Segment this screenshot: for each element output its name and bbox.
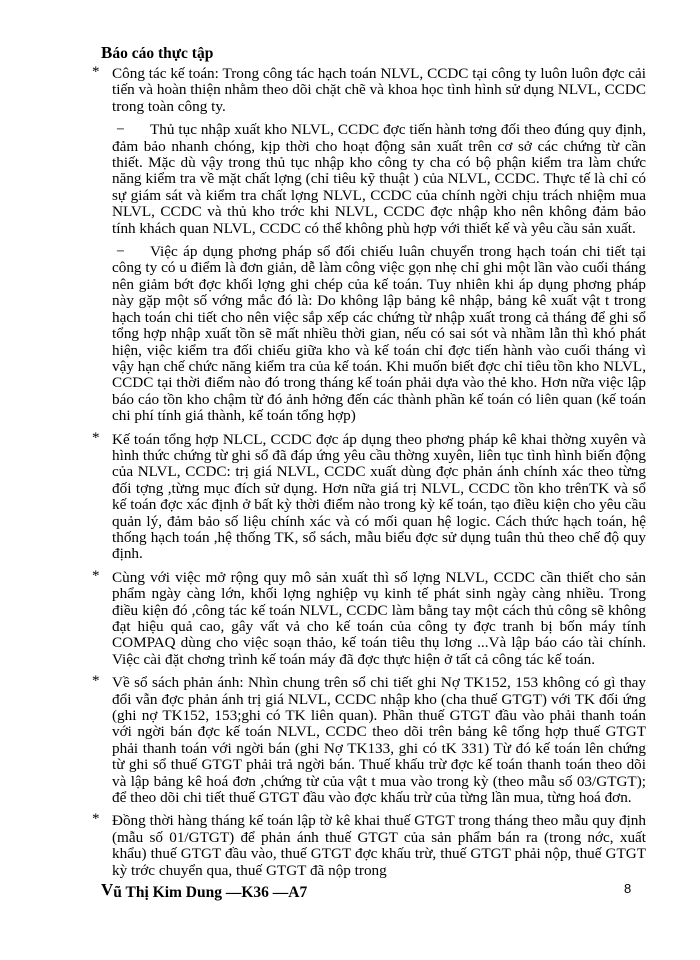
footer-initial: V	[101, 880, 114, 899]
paragraph-text: Công tác kế toán: Trong công tác hạch toán NLVL, CCDC tại công ty luôn luôn đợc cải tiến và hoàn thiện nhằm theo dõi chặt chẽ và khoa học tình hình sử dụng NLVL, CCDC trong toàn công ty.	[112, 65, 646, 115]
page-header	[101, 43, 213, 63]
asterisk-bullet-icon: *	[92, 673, 100, 690]
paragraph-dash	[112, 122, 646, 237]
paragraph-dash	[112, 244, 646, 424]
document-body	[92, 64, 646, 886]
paragraph-text: Kế toán tổng hợp NLCL, CCDC đợc áp dụng theo phơng pháp kê khai thờng xuyên và hình thức chứng từ ghi sổ đã đáp ứng yêu cầu thờng xuyên, liên tục tình hình biến động của NLVL, CCDC: trị giá NLVL, CCDC xuất dùng đợc phản ánh chính xác theo từng đối tợng ,từng mục đích sử dụng. Hơn nữa giá trị NLVL, CCDC tồn kho trênTK và sổ kế toán đợc xác định ở bất kỳ thời điểm nào trong kỳ kế toán, tạo điều kiện cho yêu cầu quản lý, đảm bảo số liệu chính xác và có mối quan hệ logic. Cách thức hạch toán, hệ thống hạch toán ,hệ thống TK, sổ sách, mẫu biểu đợc sử dụng tuân thủ theo chế độ quy định.	[112, 430, 646, 563]
paragraph-text: Thủ tục nhập xuất kho NLVL, CCDC đợc tiến hành tơng đối theo đúng quy định, đảm bảo nhanh chóng, kịp thời cho hoạt động sản xuất trên cơ sở các chứng từ cần thiết. Mặc dù vậy trong thủ tục nhập kho công ty cha có bộ phận kiểm tra làm chức năng kiểm tra về mặt chất lợng (chỉ tiêu kỹ thuật ) của NLVL, CCDC. Thực tế là chỉ có sự giám sát và kiểm tra chất lợng NLVL, CCDC của chính ngời chịu trách nhiệm mua NLVL, CCDC và thủ kho trớc khi NLVL, CCDC đợc nhập kho nên không đảm bảo tính khách quan NLVL, CCDC có thể không phù hợp với thiết kế và yêu cầu sản xuất.	[112, 121, 646, 237]
paragraph-bullet	[92, 429, 646, 563]
dash-bullet-icon: −	[116, 121, 125, 139]
header-initial: B	[101, 43, 113, 62]
paragraph-text: Cùng với việc mở rộng quy mô sản xuất thì số lợng NLVL, CCDC cần thiết cho sản phẩm ngày càng lớn, khối lợng nghiệp vụ kinh tế phát sinh ngày càng nhiều. Trong điều kiện đó ,công tác kế toán NLVL, CCDC làm bằng tay một cách thủ công sẽ không đạt hiệu quả cao, gây vất vả cho kế toán của công ty đợc tranh bị bốn máy tính COMPAQ dùng cho việc soạn thảo, kế toán tiêu thụ lơng ...Và lập báo cáo tài chính. Việc cài đặt chơng trình kế toán máy đã đợc thực hiện ở tất cả công tác kế toán.	[112, 568, 646, 668]
asterisk-bullet-icon: *	[92, 567, 100, 584]
page-number: 8	[624, 881, 632, 896]
paragraph-bullet	[92, 811, 646, 879]
header-title: áo cáo thực tập	[112, 45, 214, 62]
paragraph-text: Việc áp dụng phơng pháp sổ đối chiếu luân chuyển trong hạch toán chi tiết tại công ty có u điểm là đơn giản, dễ làm công việc gọn nhẹ chỉ ghi một lần vào cuối tháng nên giảm bớt đợc khối lợng ghi chép của kế toán. Tuy nhiên khi áp dụng phơng pháp này gặp một số vớng mắc đó là: Do không lập bảng kê nhập, bảng kê xuất vật t trong hạch toán chi tiết cho nên việc sắp xếp các chứng từ nhập xuất trong cả tháng để ghi sổ tổng hợp nhập xuất tồn sẽ mất nhiều thời gian, nếu có sai sót và nhầm lẫn thì khó phát hiện, việc kiểm tra đối chiếu giữa kho và kế toán chỉ đợc tiến hành vào cuối tháng vì vậy hạn chế chức năng kiểm tra của kế toán. Khi muốn biết đợc chỉ tiêu tồn kho NLVL, CCDC tại thời điểm nào đó trong tháng kế toán phải dựa vào thẻ kho. Hơn nữa việc lập báo cáo tồn kho chậm từ đó ảnh hởng đến các thành phần kế toán có liên quan (kế toán chi phí tính giá thành, kế toán tổng hợp)	[112, 243, 646, 425]
paragraph-bullet	[92, 64, 646, 115]
paragraph-text: Về sổ sách phản ánh: Nhìn chung trên sổ chi tiết ghi Nợ TK152, 153 không có gì thay đổi vẫn đợc phản ánh trị giá NLVL, CCDC nhập kho (cha thuế GTGT) với TK đối ứng (ghi nợ TK152, 153;ghi có TK liên quan). Phần thuế GTGT đầu vào phải thanh toán với ngời bán đợc kế toán NLVL, CCDC theo dõi trên bảng kê tổng hợp thuế GTGT phải thanh toán với ngời bán (ghi Nợ TK133, ghi có tK 331) Từ đó kế toán lên chứng từ ghi sổ thuế GTGT phải trả ngời bán. Thuế khấu trừ đợc kế toán thanh toán theo dõi và lập bảng kê hoá đơn ,chứng từ của vật t mua vào trong kỳ (theo mẫu số 03/GTGT); để theo dõi chi tiết thuế GTGT đầu vào đợc khấu trừ của từng lần mua, từng hoá đơn.	[112, 674, 646, 807]
paragraph-text: Đồng thời hàng tháng kế toán lập tờ kê khai thuế GTGT trong tháng theo mẫu quy định (mẫu số 01/GTGT) để phản ánh thuế GTGT của sản phẩm bán ra (trong nớc, xuất khẩu) thuế GTGT đầu vào, thuế GTGT đợc khấu trừ, thuế GTGT phải nộp, thuế GTGT kỳ trớc chuyển qua, thuế GTGT đã nộp trong	[112, 812, 646, 879]
paragraph-bullet	[92, 567, 646, 668]
asterisk-bullet-icon: *	[92, 811, 100, 828]
paragraph-bullet	[92, 673, 646, 807]
asterisk-bullet-icon: *	[92, 64, 100, 80]
asterisk-bullet-icon: *	[92, 429, 100, 446]
dash-bullet-icon: −	[116, 243, 125, 261]
page-footer	[101, 880, 307, 902]
footer-author: ũ Thị Kim Dung —K36 —A7	[113, 884, 308, 901]
